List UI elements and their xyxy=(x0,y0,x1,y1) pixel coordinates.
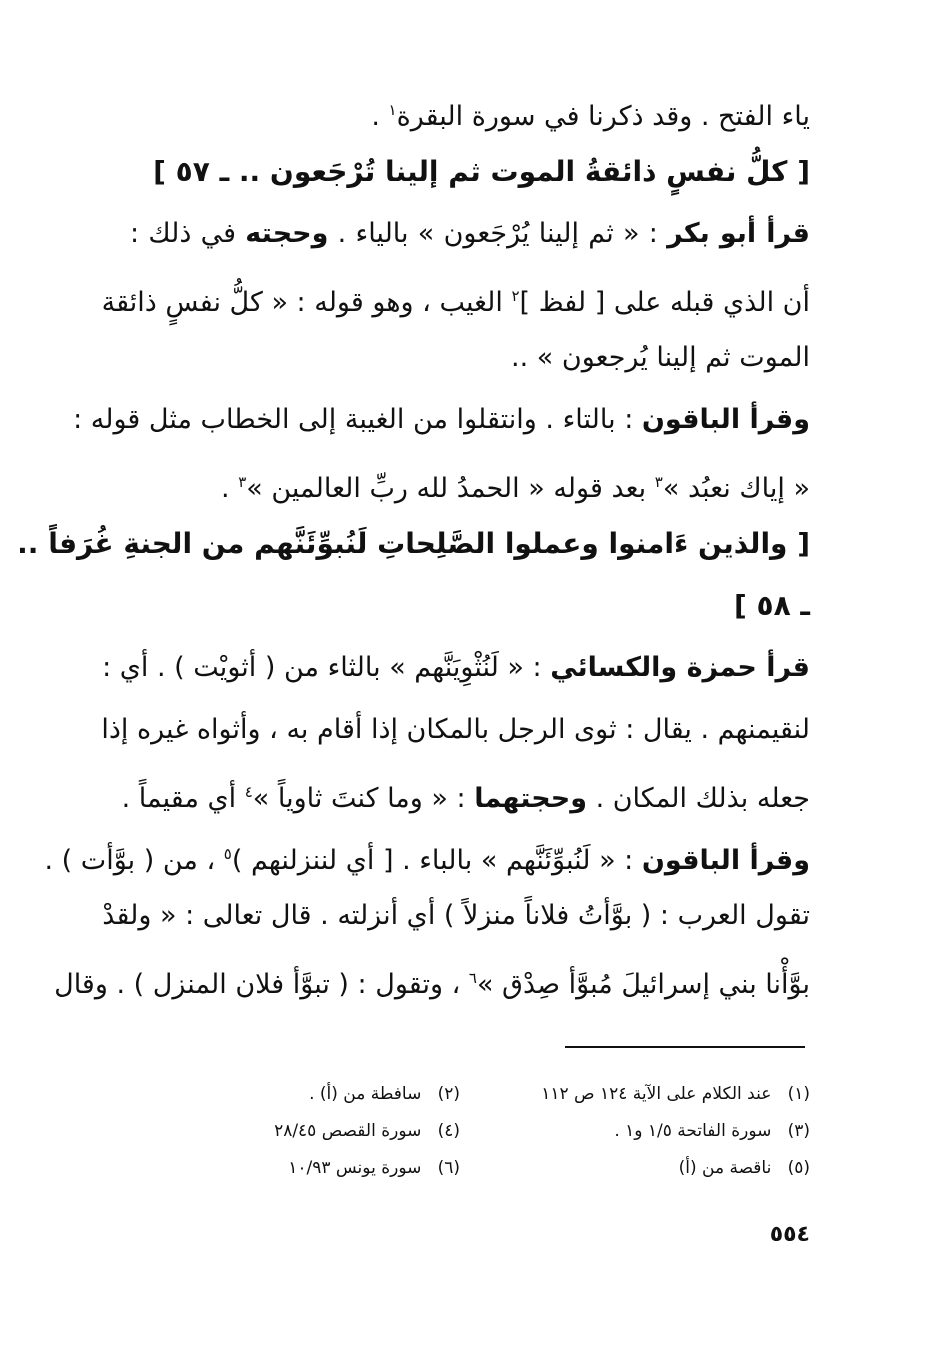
footnote-separator xyxy=(565,1046,805,1048)
text-line-11: لنقيمنهم . يقال : ثوى الرجل بالمكان إذا أقام به ، وأثواه غيره إذا xyxy=(101,714,810,745)
text-line-10: قرأ حمزة والكسائي : « لَنُثْوِيَنَّهم » بالثاء من ( أثويْت ) . أي : xyxy=(102,652,810,683)
text-line-15: بوَّأْنا بني إسرائيلَ مُبوَّأ صِدْق »$^٦$ ، وتقول : ( تبوَّأ فلان المنزل ) . وقال xyxy=(54,969,810,1000)
text-line-14: تقول العرب : ( بوَّأتُ فلاناً منزلاً ) أي أنزلته . قال تعالى : « ولقدْ xyxy=(102,900,810,931)
verse-57: [ كلُّ نفسٍ ذائقةُ الموت ثم إلينا تُرْجَعون .. ـ ٥٧ ] xyxy=(153,155,810,188)
text-line-13: وقرأ الباقون : « لَنُبوِّئَنَّهم » بالباء . [ أي لننزلنهم )$^٥$ ، من ( بوَّأت ) . xyxy=(44,845,810,876)
text-line-4: أن الذي قبله على [ لفظ ]$^٢$ الغيب ، وهو قوله : « كلُّ نفسٍ ذائقة xyxy=(101,287,810,318)
page-number: ٥٥٤ xyxy=(769,1222,810,1247)
footnote-4: (٤) سورة القصص ٢٨/٤٥ xyxy=(274,1121,460,1141)
footnote-5: (٥) ناقصة من (أ) xyxy=(678,1158,810,1178)
footnote-3: (٣) سورة الفاتحة ١/٥ و١ . xyxy=(614,1121,810,1141)
text-line-7: « إياك نعبُد »$^٣$ بعد قوله « الحمدُ لله ربِّ العالمين »$^٣$ . xyxy=(221,473,810,504)
text-line-5: الموت ثم إلينا يُرجعون » .. xyxy=(511,342,810,373)
footnote-2: (٢) سافطة من (أ) . xyxy=(309,1084,460,1104)
main-text xyxy=(17,92,810,1022)
text-line-3: قرأ أبو بكر : « ثم إلينا يُرْجَعون » بالياء . وحجته في ذلك : xyxy=(130,218,810,249)
text-line-1: ياء الفتح . وقد ذكرنا في سورة البقرة$^١$ . xyxy=(371,101,810,132)
text-line-12: جعله بذلك المكان . وحجتهما : « وما كنتَ ثاوياً »$^٤$ أي مقيماً . xyxy=(121,783,810,814)
verse-58-end: ـ ٥٨ ] xyxy=(733,589,810,622)
text-line-6: وقرأ الباقون : بالتاء . وانتقلوا من الغيبة إلى الخطاب مثل قوله : xyxy=(73,404,810,435)
footnote-1: (١) عند الكلام على الآية ١٢٤ ص ١١٢ xyxy=(541,1084,810,1104)
verse-58: [ والذين ءَامنوا وعملوا الصَّلِحاتِ لَنُبوِّئَنَّهم من الجنةِ غُرَفاً .. xyxy=(17,527,810,560)
footnote-6: (٦) سورة يونس ١٠/٩٣ xyxy=(288,1158,460,1178)
